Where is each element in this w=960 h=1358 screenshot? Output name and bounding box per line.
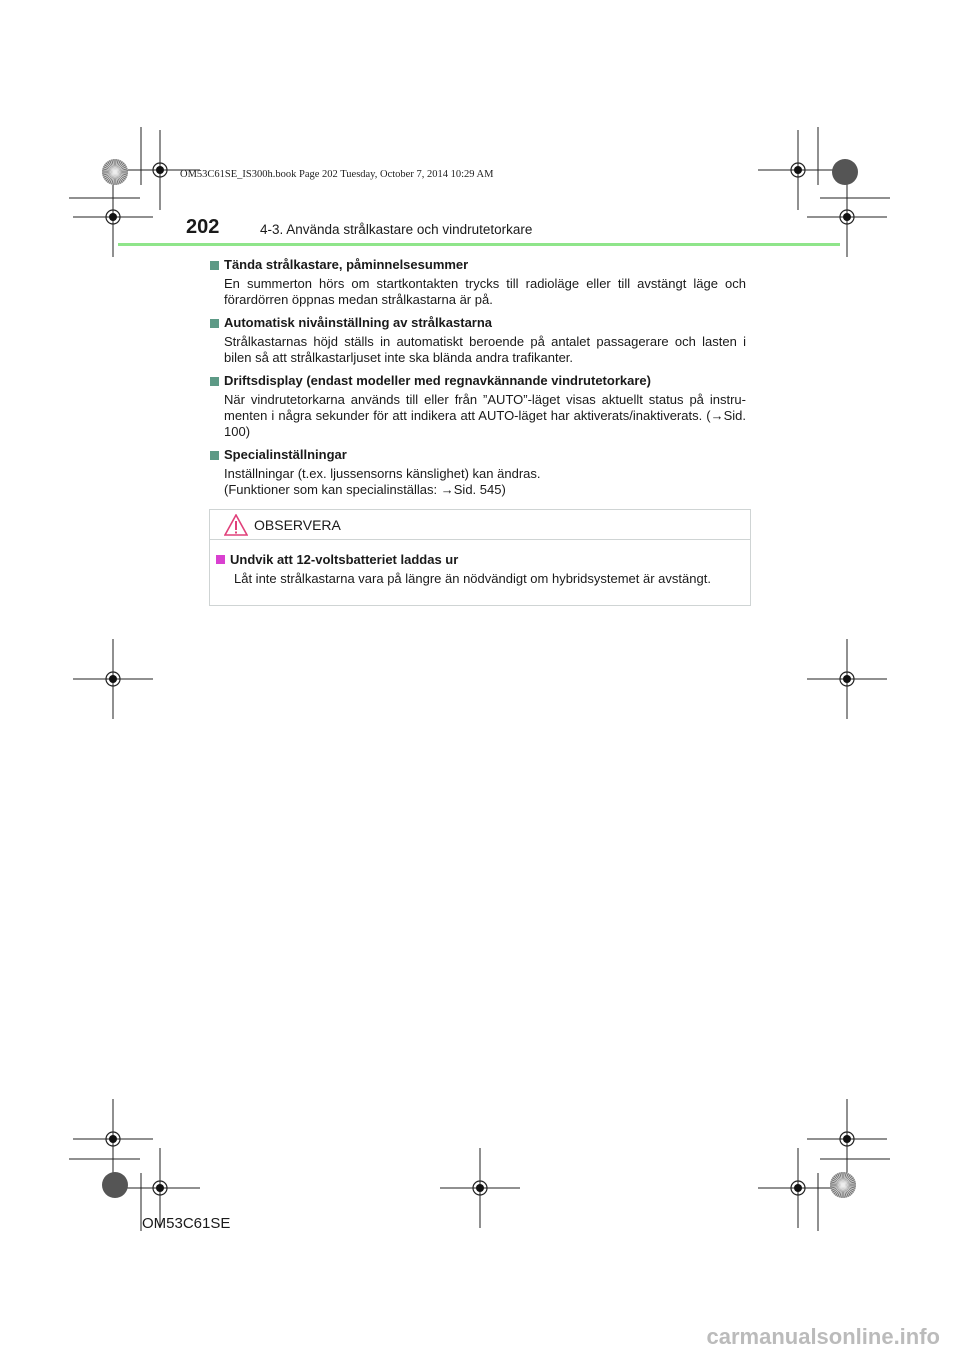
section-display <box>210 372 746 440</box>
notice-heading: OBSERVERA <box>254 516 341 533</box>
section-body: Strålkastarnas höjd ställs in automatiskt beroende på antalet passagerare och lasten i bilen så att strålkastarljuset inte ska blända andra trafikanter. <box>224 334 746 365</box>
bullet-icon <box>210 451 219 460</box>
header-rule <box>118 243 840 246</box>
dark-circle-icon <box>832 159 858 185</box>
section-leveling <box>210 314 746 366</box>
bullet-icon <box>216 555 225 564</box>
bullet-icon <box>210 377 219 386</box>
section-title: Tända strålkastare, påminnelsesummer <box>224 257 469 272</box>
notice-body: Låt inte strålkastarna vara på längre än nödvändigt om hybridsystemet är avstängt. <box>234 571 711 586</box>
section-title: Driftsdisplay (endast modeller med regnavkännande vindrutetorkare) <box>224 373 651 388</box>
footer-code: OM53C61SE <box>142 1215 231 1232</box>
notice-title: Undvik att 12-voltsbatteriet laddas ur <box>230 552 459 567</box>
bullet-icon <box>210 261 219 270</box>
watermark: carmanualsonline.info <box>706 1324 940 1349</box>
bullet-icon <box>210 319 219 328</box>
section-headlight-buzzer <box>210 256 746 308</box>
section-customization <box>210 446 746 498</box>
section-body: En summerton hörs om startkontakten trycks till radioläge eller till avstängt läge och förardörren öppnas medan strålkastarna är på. <box>224 276 746 307</box>
chapter-title: 4-3. Använda strålkastare och vindrutetorkare <box>260 222 533 237</box>
print-meta: OM53C61SE_IS300h.book Page 202 Tuesday, October 7, 2014 10:29 AM <box>180 169 494 180</box>
page-number: 202 <box>186 216 220 238</box>
section-body-2: (Funktioner som kan specialinställas: →Sid. 545) <box>224 482 506 497</box>
section-title: Automatisk nivåinställning av strålkastarna <box>224 315 493 330</box>
section-body: När vindrutetorkarna används till eller från ”AUTO”-läget visas aktuellt status på instru-menten i några sekunder för att indikera att AUTO-läget har aktiverats/inaktiverats. (→Sid. 100) <box>224 392 746 439</box>
warning-icon <box>224 514 248 536</box>
dark-circle-icon <box>102 1172 128 1198</box>
section-title: Specialinställningar <box>224 447 347 462</box>
section-body: Inställningar (t.ex. ljussensorns känslighet) kan ändras. <box>224 466 541 481</box>
notice-box <box>209 509 751 606</box>
